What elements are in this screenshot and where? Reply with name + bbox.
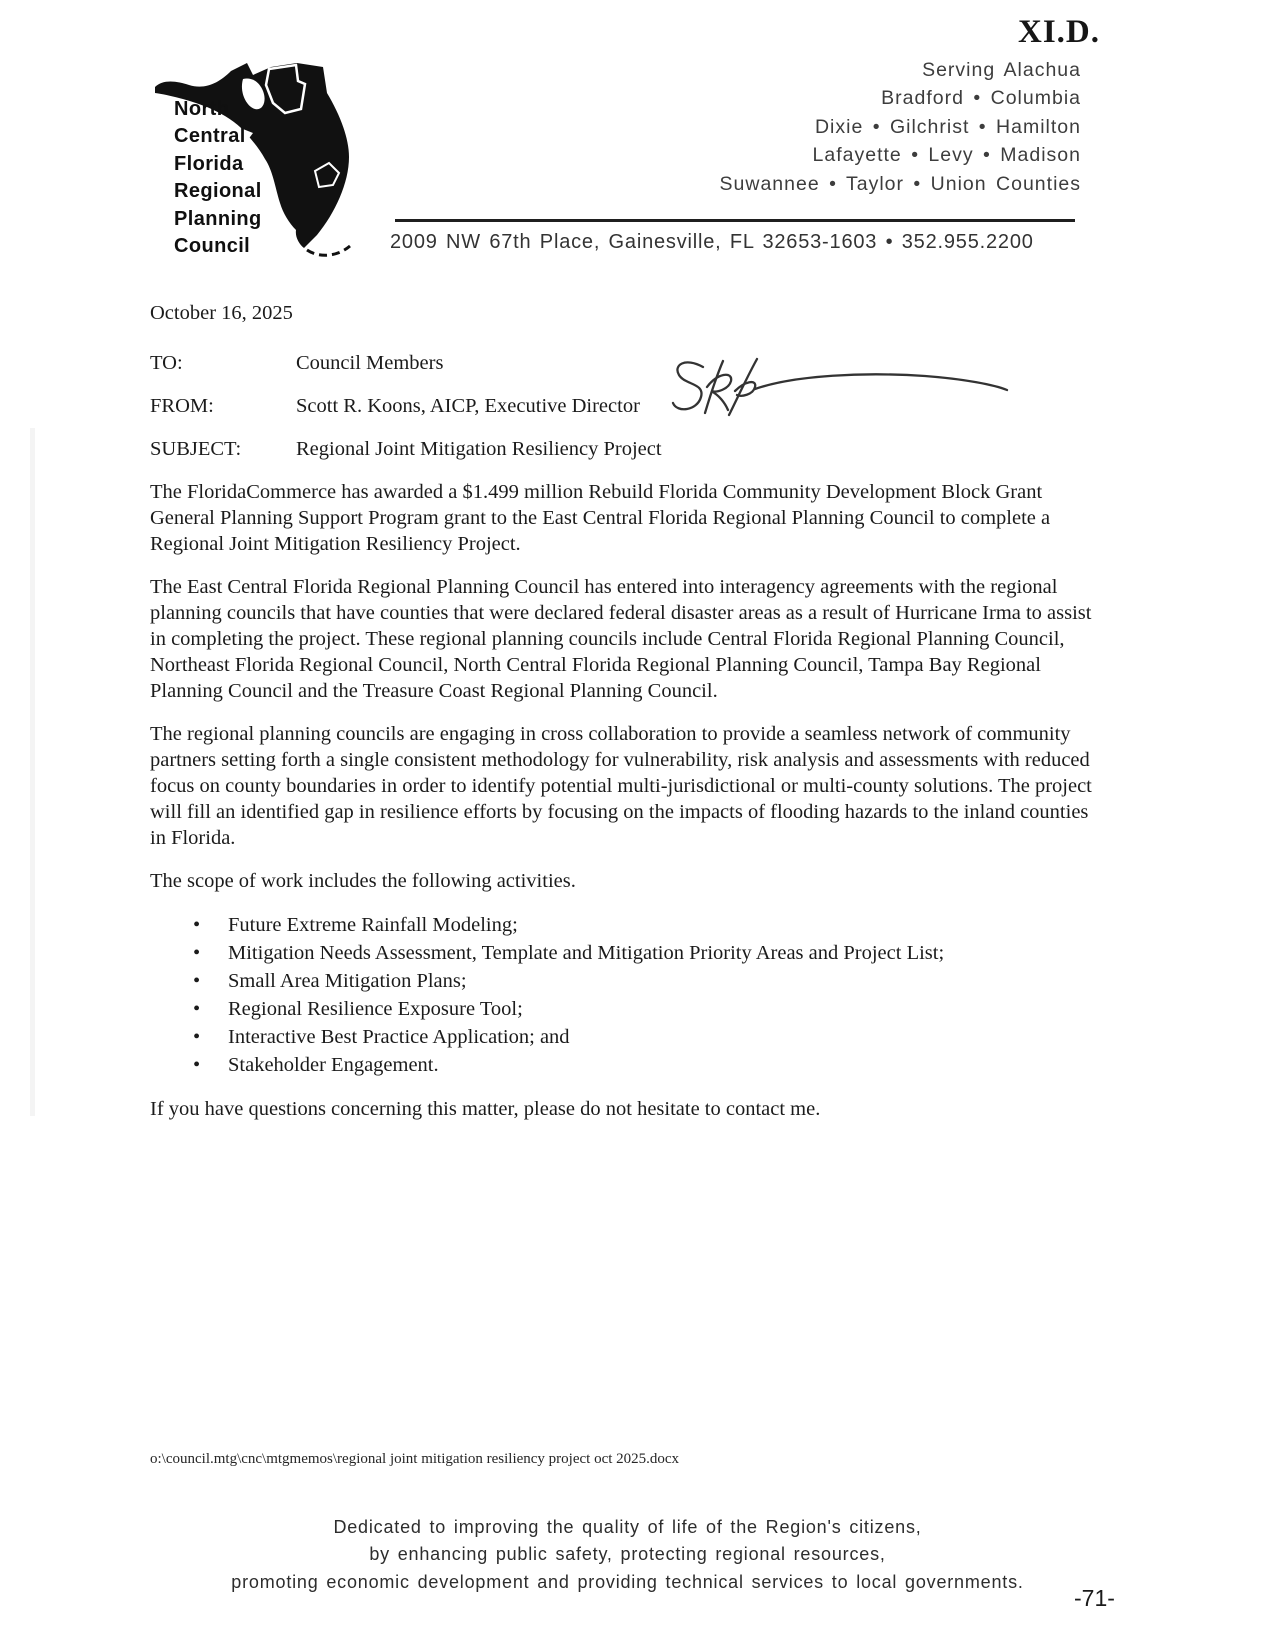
bullet-icon: • — [193, 1054, 201, 1076]
to-label: TO: — [150, 352, 183, 374]
serving-line: Serving Alachua — [922, 59, 1081, 81]
memo-paragraph: The East Central Florida Regional Planning Council has entered into interagency agreements with the regional planning councils that have counties that were declared federal disaster areas as a result of Hurricane Irma to assist in completing the project. These regional planning councils include Central Florida Regional Planning Council, Northeast Florida Regional Council, North Central Florida Regional Planning Council, Tampa Bay Regional Planning Council and the Treasure Coast Regional Planning Council. — [150, 576, 1092, 702]
memo-body — [150, 300, 1100, 1139]
list-item — [150, 911, 1100, 939]
org-name-line: Florida — [174, 152, 244, 175]
bullet-text: Regional Resilience Exposure Tool; — [228, 998, 523, 1020]
org-name-line: Central — [174, 125, 246, 148]
bullet-text: Interactive Best Practice Application; and — [228, 1026, 570, 1048]
memo-subject-row — [150, 436, 1100, 462]
memo-closing: If you have questions concerning this matter, please do not hesitate to contact me. — [150, 1098, 821, 1120]
to-value: Council Members — [296, 352, 444, 374]
scope-of-work-list — [150, 911, 1100, 1079]
bullet-text: Mitigation Needs Assessment, Template and Mitigation Priority Areas and Project List; — [228, 942, 945, 964]
serving-line: Bradford • Columbia — [881, 87, 1081, 110]
serving-line: Lafayette • Levy • Madison — [812, 144, 1081, 167]
bullet-text: Small Area Mitigation Plans; — [228, 970, 467, 992]
dedication-line: Dedicated to improving the quality of life of the Region's citizens, — [333, 1517, 922, 1537]
org-name-line: North — [174, 98, 230, 120]
subject-value: Regional Joint Mitigation Resiliency Project — [296, 438, 662, 460]
bullet-icon: • — [193, 914, 201, 936]
memo-paragraph: The regional planning councils are engaging in cross collaboration to provide a seamless network of community partners setting forth a single consistent methodology for vulnerability, risk analysis and assessments with reduced focus on county boundaries in order to identify potential multi-jurisdictional or multi-county solutions. The project will fill an identified gap in resilience efforts by focusing on the impacts of flooding hazards to the inland counties in Florida. — [150, 723, 1092, 849]
memo-paragraph: The FloridaCommerce has awarded a $1.499 million Rebuild Florida Community Development Block Grant General Planning Support Program grant to the East Central Florida Regional Planning Council to complete a Regional Joint Mitigation Resiliency Project. — [150, 481, 1051, 555]
dedication-line: by enhancing public safety, protecting regional resources, — [369, 1544, 886, 1565]
org-name-line: Council — [174, 235, 251, 258]
org-name — [174, 96, 314, 260]
subject-label: SUBJECT: — [150, 438, 242, 460]
from-value: Scott R. Koons, AICP, Executive Director — [296, 395, 640, 417]
bullet-icon: • — [193, 1026, 201, 1048]
bullet-icon: • — [193, 942, 201, 964]
dedication-text — [0, 1514, 1255, 1596]
serving-line: Dixie • Gilchrist • Hamilton — [814, 115, 1081, 138]
bullet-text: Stakeholder Engagement. — [228, 1054, 439, 1076]
list-item — [150, 967, 1100, 995]
scan-artifact-strip — [30, 428, 35, 1116]
memo-date: October 16, 2025 — [150, 302, 293, 324]
list-item — [150, 939, 1100, 967]
address-line: 2009 NW 67th Place, Gainesville, FL 32653-1603 • 352.955.2200 — [390, 231, 1034, 253]
org-name-line: Planning — [174, 207, 262, 230]
file-path-footnote: o:\council.mtg\cnc\mtgmemos\regional joint mitigation resiliency project oct 2025.docx — [150, 1451, 680, 1467]
serving-counties — [720, 56, 1081, 198]
list-item — [150, 1023, 1100, 1051]
bullet-text: Future Extreme Rainfall Modeling; — [228, 914, 518, 936]
bullet-icon: • — [193, 998, 201, 1020]
org-name-line: Regional — [174, 180, 262, 203]
letterhead-divider — [395, 219, 1075, 222]
page-number: -71- — [1074, 1585, 1115, 1611]
signature-icon — [665, 355, 1010, 417]
list-item — [150, 1051, 1100, 1079]
agenda-item-label: XI.D. — [1017, 14, 1100, 50]
from-label: FROM: — [150, 395, 214, 417]
memo-paragraph: The scope of work includes the following activities. — [150, 870, 576, 892]
list-item — [150, 995, 1100, 1023]
dedication-line: promoting economic development and providing technical services to local governments. — [231, 1571, 1024, 1592]
bullet-icon: • — [193, 970, 201, 992]
serving-line: Suwannee • Taylor • Union Counties — [719, 172, 1081, 195]
